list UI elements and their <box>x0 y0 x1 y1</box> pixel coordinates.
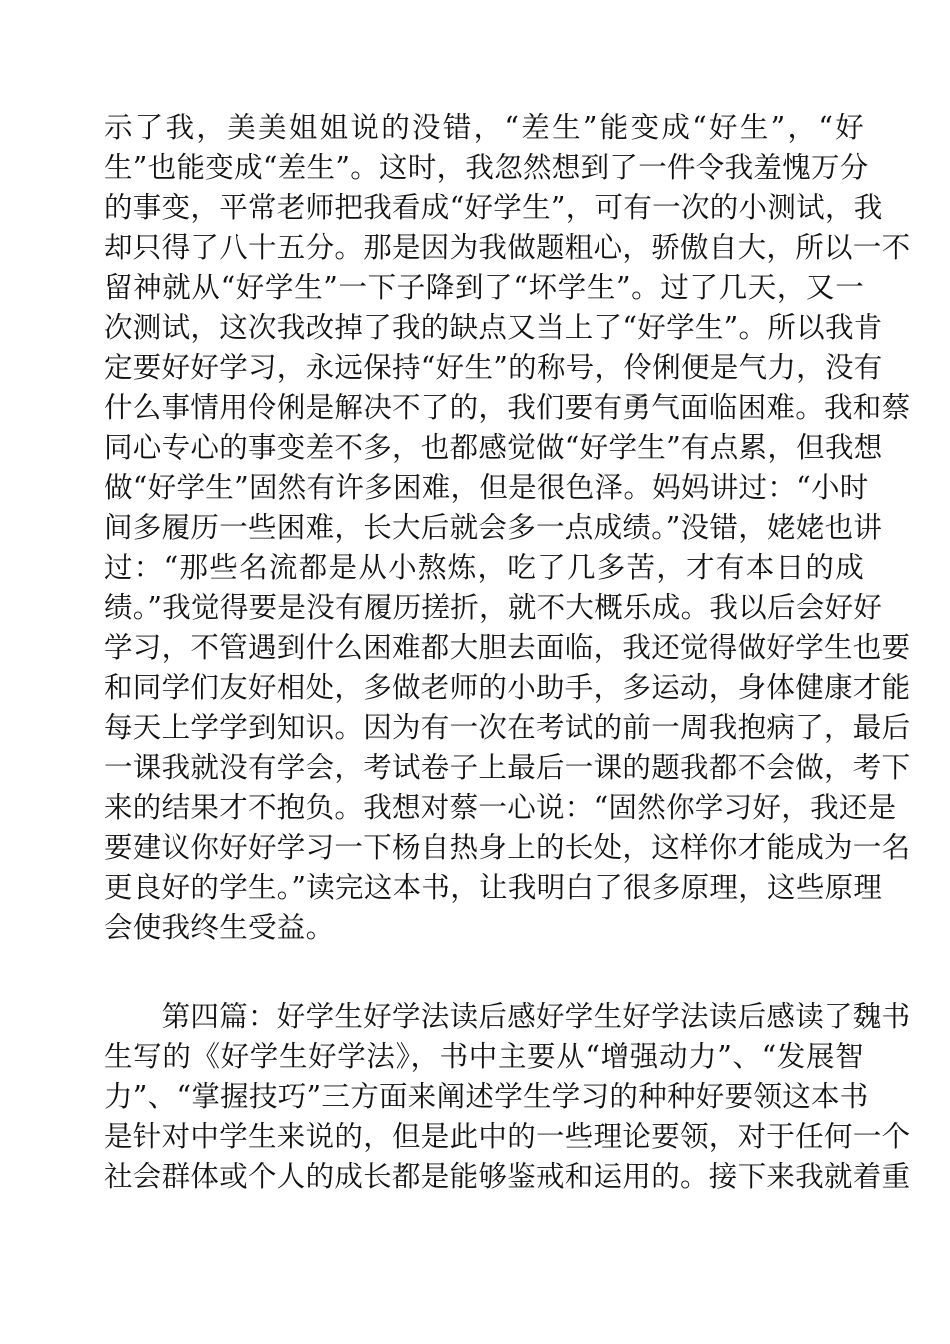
text-line: 更良好的学生。”读完这本书，让我明白了很多原理，这些原理 <box>104 871 883 904</box>
text-line: 来的结果才不抱负。我想对蔡一心说：“固然你学习好，我还是 <box>104 791 897 824</box>
text-line: 一课我就没有学会，考试卷子上最后一课的题我都不会做，考下 <box>104 751 911 784</box>
text-line: 次测试，这次我改掉了我的缺点又当上了“好学生”。所以我肯 <box>104 311 883 344</box>
text-line: 什么事情用伶俐是解决不了的，我们要有勇气面临困难。我和蔡 <box>104 391 911 424</box>
text-line: 和同学们友好相处，多做老师的小助手，多运动，身体健康才能 <box>104 671 911 704</box>
paragraph-continued <box>104 108 911 948</box>
paragraph-fourth <box>104 997 911 1197</box>
text-line: 是针对中学生来说的，但是此中的一些理论要领，对于任何一个 <box>104 1120 911 1153</box>
text-line: 社会群体或个人的成长都是能够鉴戒和运用的。接下来我就着重 <box>104 1160 911 1193</box>
text-line: 要建议你好好学习一下杨自热身上的长处，这样你才能成为一名 <box>104 831 911 864</box>
text-line: 却只得了八十五分。那是因为我做题粗心，骄傲自大，所以一不 <box>104 231 911 264</box>
text-line: 做“好学生”固然有许多困难，但是很色泽。妈妈讲过：“小时 <box>104 471 869 504</box>
text-line: 每天上学学到知识。因为有一次在考试的前一周我抱病了，最后 <box>104 711 911 744</box>
text-line: 生写的《好学生好学法》，书中主要从“增强动力”、“发展智 <box>104 1040 864 1073</box>
text-line: 留神就从“好学生”一下子降到了“坏学生”。过了几天，又一 <box>104 271 864 304</box>
text-line: 示了我，美美姐姐说的没错，“差生”能变成“好生”，“好 <box>104 111 864 144</box>
text-line: 过：“那些名流都是从小熬炼，吃了几多苦，才有本日的成 <box>104 551 864 584</box>
text-line: 绩。”我觉得要是没有履历搓折，就不大概乐成。我以后会好好 <box>104 591 883 624</box>
text-line: 力”、“掌握技巧”三方面来阐述学生学习的种种好要领这本书 <box>104 1080 869 1113</box>
text-line: 会使我终生受益。 <box>104 911 335 944</box>
text-line: 第四篇：好学生好学法读后感好学生好学法读后感读了魏书 <box>104 1000 911 1033</box>
text-line: 定要好好学习，永远保持“好生”的称号，伶俐便是气力，没有 <box>104 351 883 384</box>
text-line: 学习，不管遇到什么困难都大胆去面临，我还觉得做好学生也要 <box>104 631 911 664</box>
text-line: 同心专心的事变差不多，也都感觉做“好学生”有点累，但我想 <box>104 431 883 464</box>
text-line: 的事变，平常老师把我看成“好学生”，可有一次的小测试，我 <box>104 191 883 224</box>
text-line: 间多履历一些困难，长大后就会多一点成绩。”没错，姥姥也讲 <box>104 511 883 544</box>
text-line: 生”也能变成“差生”。这时，我忽然想到了一件令我羞愧万分 <box>104 151 869 184</box>
